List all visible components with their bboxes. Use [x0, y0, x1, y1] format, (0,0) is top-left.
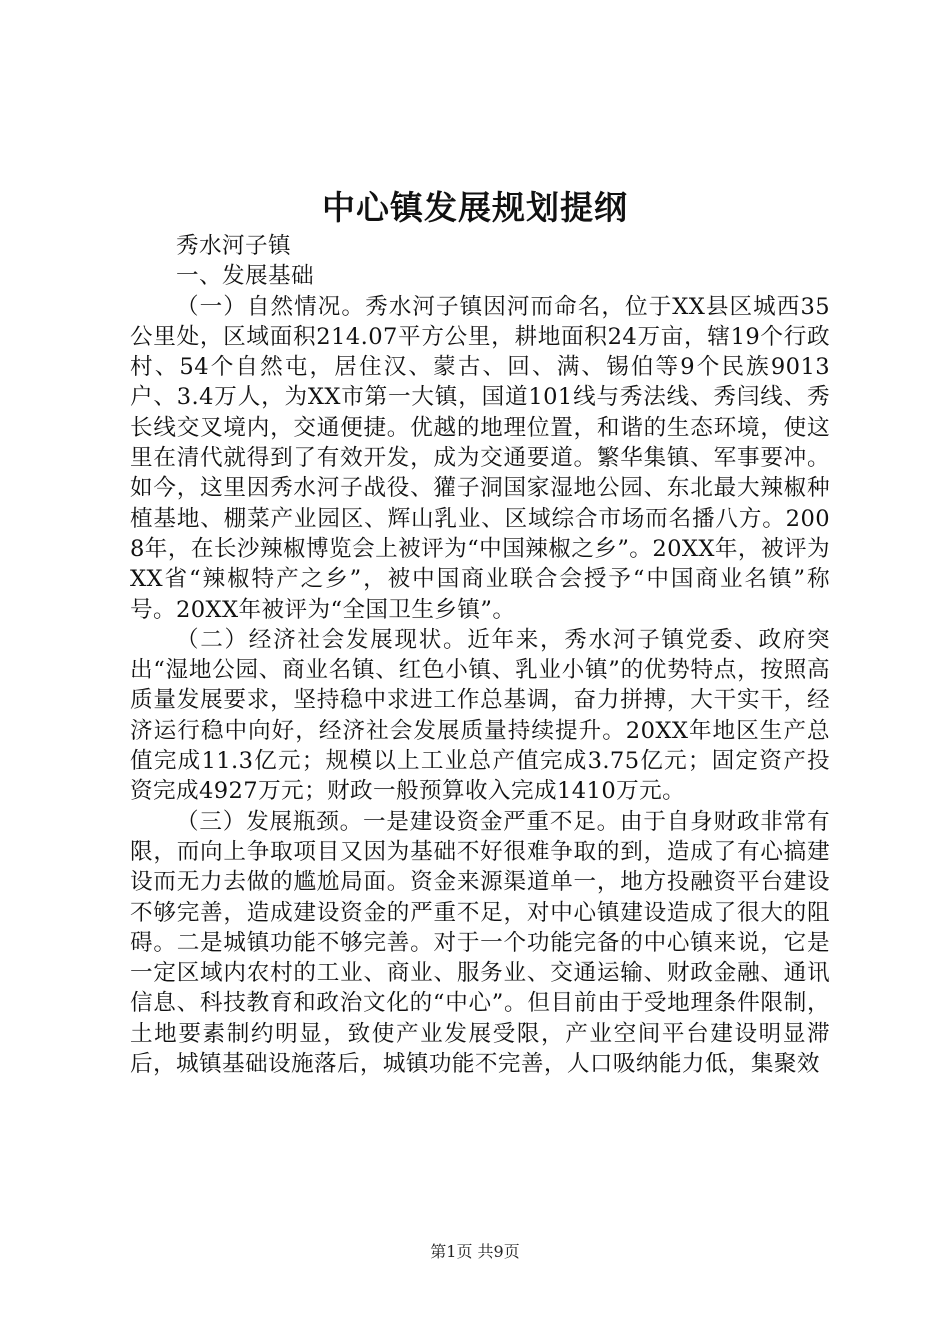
- section-heading: 一、发展基础: [176, 263, 314, 290]
- paragraph-economic-status: （二）经济社会发展现状。近年来，秀水河子镇党委、政府突出“湿地公园、商业名镇、红色小镇、乳业小镇”的优势特点，按照高质量发展要求，坚持稳中求进工作总基调，奋力拼搏，大干实干，经济运行稳中向好，经济社会发展质量持续提升。20XX年地区生产总值完成11.3亿元；规模以上工业总产值完成3.75亿元；固定资产投资完成4927万元；财政一般预算收入完成1410万元。: [130, 626, 830, 805]
- document-body: [130, 231, 830, 1079]
- author-line: 秀水河子镇: [176, 233, 291, 259]
- page-number: 第1页 共9页: [430, 1242, 520, 1261]
- paragraph-bottlenecks: （三）发展瓶颈。一是建设资金严重不足。由于自身财政非常有限，而向上争取项目又因为基础不好很难争取的到，造成了有心搞建设而无力去做的尴尬局面。资金来源渠道单一，地方投融资平台建设不够完善，造成建设资金的严重不足，对中心镇建设造成了很大的阻碍。二是城镇功能不够完善。对于一个功能完备的中心镇来说，它是一定区域内农村的工业、商业、服务业、交通运输、财政金融、通讯信息、科技教育和政治文化的“中心”。但目前由于受地理条件限制，土地要素制约明显，致使产业发展受限，产业空间平台建设明显滞后，城镇基础设施落后，城镇功能不完善，人口吸纳能力低，集聚效: [130, 808, 830, 1078]
- paragraph-natural-conditions: （一）自然情况。秀水河子镇因河而命名，位于XX县区城西35公里处，区域面积214.07平方公里，耕地面积24万亩，辖19个行政村、54个自然屯，居住汉、蒙古、回、满、锡伯等9个民族9013户、3.4万人，为XX市第一大镇，国道101线与秀法线、秀闫线、秀长线交叉境内，交通便捷。优越的地理位置，和谐的生态环境，使这里在清代就得到了有效开发，成为交通要道。繁华集镇、军事要冲。如今，这里因秀水河子战役、獾子洞国家湿地公园、东北最大辣椒种植基地、棚菜产业园区、辉山乳业、区域综合市场而名播八方。2008年，在长沙辣椒博览会上被评为“中国辣椒之乡”。20XX年，被评为XX省“辣椒特产之乡”，被中国商业联合会授予“中国商业名镇”称号。20XX年被评为“全国卫生乡镇”。: [130, 293, 830, 623]
- document-title: 中心镇发展规划提纲: [322, 188, 628, 227]
